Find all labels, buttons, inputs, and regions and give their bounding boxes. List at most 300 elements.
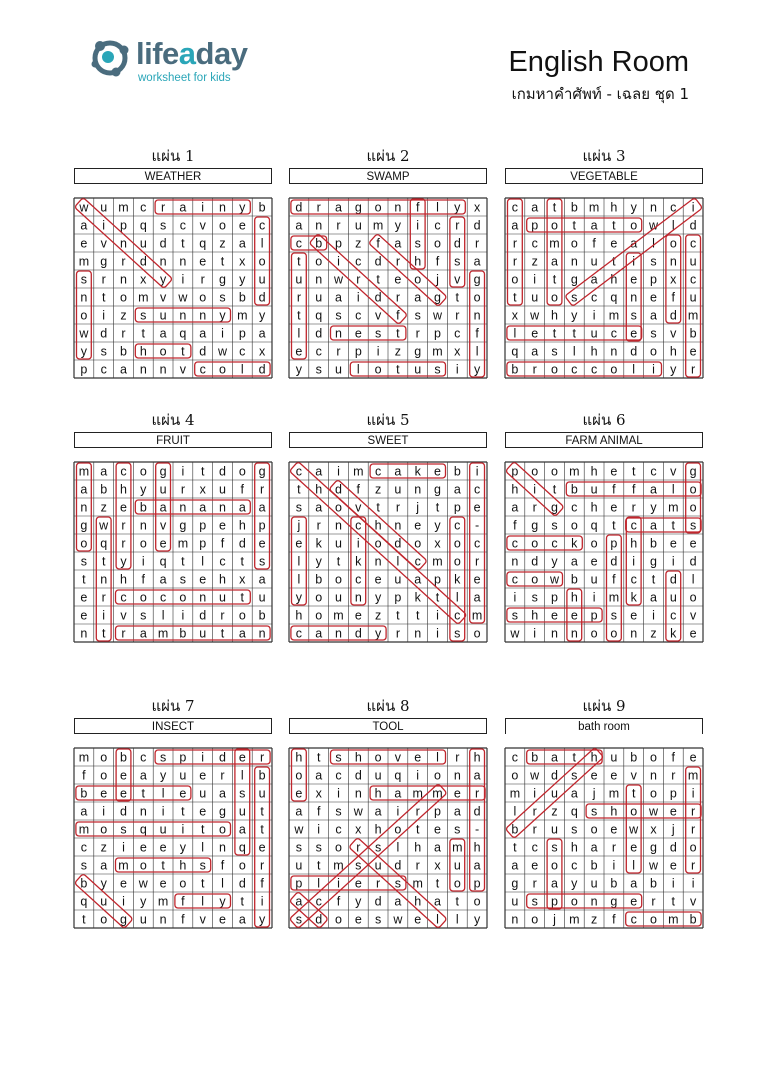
grid-letter: e (219, 912, 226, 927)
grid-letter: o (650, 750, 657, 765)
grid-letter: z (590, 912, 598, 927)
grid-letter: c (355, 518, 362, 533)
puzzle-sheet-2 (289, 144, 487, 384)
grid-letter: u (511, 894, 519, 909)
grid-letter: r (356, 272, 361, 287)
grid-letter: d (258, 362, 266, 377)
grid-letter: m (333, 858, 344, 873)
grid-letter: w (99, 518, 109, 533)
grid-letter: c (315, 344, 322, 359)
puzzle-sheet-8 (289, 694, 487, 934)
grid-letter: n (80, 626, 88, 641)
grid-letter: h (414, 894, 422, 909)
grid-letter: l (201, 894, 205, 909)
grid-letter: s (80, 554, 88, 569)
grid-letter: s (199, 858, 206, 873)
grid-letter: m (452, 840, 463, 855)
grid-letter: t (631, 464, 636, 479)
grid-letter: r (455, 750, 460, 765)
grid-letter: s (511, 608, 519, 623)
grid-letter: f (220, 858, 225, 873)
grid-letter: d (689, 218, 697, 233)
grid-letter: r (475, 236, 480, 251)
grid-letter: b (120, 750, 127, 765)
grid-letter: d (258, 290, 266, 305)
grid-letter: c (689, 272, 697, 287)
grid-letter: t (671, 894, 676, 909)
grid-letter: r (121, 626, 126, 641)
grid-letter: p (238, 326, 246, 341)
grid-letter: c (454, 326, 461, 341)
grid-letter: i (356, 536, 360, 551)
grid-letter: v (199, 912, 206, 927)
grid-letter: o (258, 254, 266, 269)
grid-letter: m (157, 626, 169, 641)
grid-letter: c (473, 536, 481, 551)
grid-letter: w (294, 822, 304, 837)
grid-letter: j (416, 500, 420, 515)
grid-letter: l (356, 362, 360, 377)
grid-letter: s (335, 804, 342, 819)
grid-letter: s (610, 608, 618, 623)
grid-letter: d (219, 750, 226, 765)
grid-letter: d (354, 626, 362, 641)
grid-letter: o (551, 858, 558, 873)
grid-letter: r (532, 822, 537, 837)
grid-letter: m (353, 464, 364, 479)
grid-letter: w (138, 876, 148, 891)
grid-letter: s (335, 308, 342, 323)
grid-letter: v (355, 500, 362, 515)
grid-letter: e (238, 218, 246, 233)
grid-letter: i (691, 200, 695, 215)
grid-letter: u (100, 200, 108, 215)
grid-letter: e (139, 840, 147, 855)
grid-letter: w (333, 272, 344, 287)
grid-letter: t (513, 290, 517, 305)
grid-letter: i (652, 362, 655, 377)
category-label: TOOL (289, 718, 487, 734)
grid-letter: t (396, 362, 400, 377)
grid-letter: u (394, 572, 402, 587)
grid-letter: b (120, 344, 127, 359)
grid-letter: a (238, 912, 246, 927)
grid-letter: t (240, 554, 245, 569)
grid-letter: d (551, 768, 558, 783)
grid-letter: b (689, 912, 697, 927)
grid-letter: o (630, 218, 638, 233)
grid-letter: t (181, 344, 185, 359)
grid-letter: m (668, 912, 679, 927)
letter-grid-svg (289, 748, 487, 928)
grid-letter: c (590, 290, 598, 305)
grid-letter: n (315, 218, 323, 233)
grid-letter: j (436, 272, 439, 287)
grid-letter: h (315, 482, 323, 497)
puzzle-sheet-4 (74, 408, 272, 648)
grid-letter: h (551, 308, 558, 323)
grid-letter: i (102, 804, 106, 819)
grid-letter: n (511, 554, 519, 569)
grid-letter: a (531, 200, 539, 215)
grid-letter: i (671, 876, 675, 891)
grid-letter: m (668, 500, 679, 515)
grid-letter: a (258, 572, 266, 587)
grid-letter: e (354, 912, 362, 927)
grid-letter: r (260, 858, 265, 873)
grid-letter: i (221, 326, 224, 341)
grid-letter: e (199, 768, 207, 783)
grid-letter: a (511, 858, 519, 873)
grid-letter: a (199, 500, 207, 515)
grid-letter: s (295, 500, 303, 515)
grid-letter: e (354, 876, 362, 891)
grid-letter: u (159, 822, 167, 837)
grid-letter: h (295, 608, 303, 623)
grid-letter: a (315, 768, 323, 783)
grid-letter: o (139, 858, 147, 873)
grid-letter: h (179, 858, 187, 873)
grid-letter: d (610, 554, 618, 569)
grid-letter: r (121, 326, 126, 341)
grid-letter: p (551, 590, 558, 605)
grid-letter: e (434, 822, 441, 837)
grid-letter: a (295, 894, 303, 909)
grid-letter: o (551, 290, 558, 305)
grid-letter: x (454, 344, 461, 359)
grid-letter: o (120, 290, 127, 305)
grid-letter: x (239, 254, 246, 269)
grid-letter: z (374, 482, 382, 497)
grid-letter: c (630, 912, 637, 927)
letter-grid (74, 748, 272, 928)
grid-letter: l (240, 768, 244, 783)
grid-letter: o (374, 362, 382, 377)
grid-letter: o (219, 218, 226, 233)
grid-letter: r (336, 218, 341, 233)
grid-letter: r (101, 272, 106, 287)
grid-letter: y (219, 308, 226, 323)
letter-grid-svg (289, 462, 487, 642)
grid-letter: o (689, 590, 697, 605)
grid-letter: c (531, 236, 538, 251)
grid-letter: o (139, 536, 147, 551)
grid-letter: t (220, 626, 225, 641)
grid-letter: i (416, 768, 420, 783)
grid-letter: p (434, 804, 441, 819)
grid-letter: o (610, 362, 618, 377)
grid-letter: d (669, 572, 677, 587)
sheet-title: แผ่น 1 (151, 147, 195, 165)
grid-letter: a (374, 804, 382, 819)
grid-letter: n (335, 626, 342, 641)
grid-letter: i (592, 308, 596, 323)
grid-letter: r (101, 590, 106, 605)
grid-letter: g (434, 290, 441, 305)
grid-letter: i (396, 804, 400, 819)
grid-letter: c (610, 326, 618, 341)
grid-letter: - (475, 518, 480, 533)
grid-letter: a (394, 464, 402, 479)
grid-letter: i (533, 626, 537, 641)
grid-letter: a (394, 236, 402, 251)
letter-grid-svg (289, 198, 487, 378)
grid-letter: d (473, 218, 481, 233)
grid-letter: a (238, 500, 246, 515)
grid-letter: i (416, 218, 420, 233)
grid-letter: h (374, 786, 382, 801)
grid-letter: a (473, 768, 481, 783)
grid-letter: o (394, 822, 402, 837)
grid-letter: d (315, 326, 323, 341)
grid-letter: q (100, 536, 108, 551)
grid-letter: t (141, 786, 146, 801)
grid-letter: e (610, 236, 618, 251)
grid-letter: u (219, 590, 226, 605)
grid-letter: u (590, 326, 598, 341)
grid-letter: a (414, 290, 422, 305)
grid-letter: o (650, 344, 657, 359)
grid-letter: h (473, 840, 481, 855)
grid-letter: o (100, 822, 108, 837)
grid-letter: u (295, 858, 303, 873)
letter-grid (505, 748, 703, 928)
grid-letter: s (590, 804, 598, 819)
grid-letter: y (239, 200, 246, 215)
grid-letter: g (610, 894, 618, 909)
grid-letter: d (374, 894, 382, 909)
grid-letter: b (453, 464, 461, 479)
grid-letter: n (650, 200, 657, 215)
grid-letter: a (511, 500, 519, 515)
grid-letter: g (219, 272, 226, 287)
grid-letter: f (260, 876, 264, 891)
grid-letter: y (473, 912, 481, 927)
grid-letter: e (590, 768, 598, 783)
category-label: SWAMP (289, 168, 487, 184)
grid-letter: b (80, 876, 88, 891)
grid-letter: e (610, 464, 618, 479)
grid-letter: g (414, 344, 422, 359)
grid-letter: p (669, 786, 677, 801)
grid-letter: e (570, 608, 578, 623)
grid-letter: f (612, 482, 616, 497)
grid-letter: n (139, 804, 147, 819)
grid-letter: u (590, 482, 598, 497)
grid-letter: u (394, 482, 402, 497)
grid-letter: o (551, 218, 558, 233)
grid-letter: p (610, 536, 618, 551)
grid-letter: t (200, 464, 205, 479)
puzzle-sheet-7 (74, 694, 272, 934)
grid-letter: i (455, 362, 459, 377)
grid-letter: j (671, 822, 675, 837)
grid-letter: l (221, 876, 224, 891)
grid-letter: g (434, 482, 441, 497)
grid-letter: n (219, 500, 226, 515)
grid-letter: i (671, 554, 675, 569)
grid-letter: a (179, 200, 187, 215)
grid-letter: g (159, 464, 167, 479)
puzzle-sheet-5 (289, 408, 487, 648)
grid-letter: r (455, 218, 460, 233)
grid-letter: w (648, 804, 659, 819)
grid-letter: o (238, 858, 246, 873)
grid-letter: r (512, 236, 517, 251)
grid-letter: q (139, 218, 147, 233)
grid-letter: c (650, 464, 657, 479)
grid-letter: z (551, 804, 558, 819)
grid-letter: c (511, 200, 519, 215)
grid-letter: a (630, 236, 638, 251)
grid-letter: e (669, 536, 677, 551)
grid-letter: s (571, 768, 578, 783)
grid-letter: i (181, 464, 185, 479)
grid-letter: o (238, 464, 246, 479)
grid-letter: u (590, 254, 598, 269)
grid-letter: m (687, 308, 699, 323)
grid-letter: d (219, 464, 226, 479)
grid-letter: s (335, 750, 342, 765)
grid-letter: e (295, 786, 303, 801)
grid-letter: y (650, 500, 657, 515)
grid-letter: a (295, 804, 303, 819)
sheet-title: แผ่น 5 (366, 411, 410, 429)
grid-letter: e (669, 804, 677, 819)
grid-letter: - (475, 822, 480, 837)
grid-letter: m (588, 200, 600, 215)
grid-letter: g (100, 254, 108, 269)
grid-letter: m (372, 218, 384, 233)
grid-letter: c (335, 822, 342, 837)
grid-letter: t (415, 822, 420, 837)
grid-letter: c (335, 768, 342, 783)
sheet-title: แผ่น 6 (582, 411, 626, 429)
grid-letter: f (240, 482, 245, 497)
grid-letter: t (552, 200, 557, 215)
grid-letter: l (436, 200, 439, 215)
grid-letter: n (335, 518, 342, 533)
grid-letter: n (374, 554, 382, 569)
grid-letter: m (412, 786, 423, 801)
grid-letter: t (181, 236, 185, 251)
grid-letter: b (315, 236, 323, 251)
puzzle-sheet-9 (505, 694, 703, 934)
grid-letter: c (140, 750, 147, 765)
puzzle-sheet-3 (505, 144, 703, 384)
grid-letter: n (120, 272, 127, 287)
grid-letter: n (120, 236, 127, 251)
grid-letter: n (511, 912, 519, 927)
page-title: English Room (508, 46, 689, 78)
grid-letter: u (551, 822, 558, 837)
grid-letter: l (455, 912, 459, 927)
grid-letter: a (315, 500, 323, 515)
grid-letter: e (669, 858, 677, 873)
grid-letter: m (549, 236, 560, 251)
grid-letter: o (473, 626, 481, 641)
grid-letter: a (159, 500, 167, 515)
grid-letter: b (179, 626, 187, 641)
grid-letter: s (100, 344, 107, 359)
letter-grid-svg (505, 462, 703, 642)
grid-letter: u (139, 912, 147, 927)
grid-letter: p (295, 876, 303, 891)
letter-grid (289, 748, 487, 928)
grid-letter: n (453, 768, 461, 783)
grid-letter: y (551, 554, 558, 569)
grid-letter: g (511, 876, 519, 891)
grid-letter: m (608, 590, 620, 605)
grid-letter: a (199, 326, 207, 341)
grid-letter: c (670, 608, 677, 623)
grid-letter: n (610, 344, 618, 359)
grid-letter: e (258, 840, 266, 855)
grid-letter: h (374, 518, 382, 533)
grid-letter: r (121, 518, 126, 533)
grid-letter: l (297, 326, 301, 341)
grid-letter: e (159, 840, 167, 855)
grid-letter: a (590, 272, 598, 287)
grid-letter: c (159, 590, 167, 605)
grid-letter: x (199, 482, 206, 497)
grid-letter: e (630, 840, 638, 855)
grid-letter: u (139, 236, 147, 251)
grid-letter: y (670, 362, 677, 377)
grid-letter: a (295, 218, 303, 233)
grid-letter: e (414, 912, 422, 927)
grid-letter: d (199, 608, 207, 623)
grid-letter: e (159, 536, 167, 551)
grid-letter: h (570, 840, 578, 855)
grid-letter: l (396, 554, 400, 569)
grid-letter: i (436, 608, 439, 623)
grid-letter: j (553, 912, 556, 927)
grid-letter: r (316, 200, 321, 215)
grid-letter: v (689, 608, 697, 623)
grid-letter: w (530, 768, 540, 783)
grid-letter: o (374, 536, 382, 551)
grid-letter: e (354, 608, 362, 623)
grid-letter: w (648, 218, 659, 233)
grid-letter: p (551, 894, 558, 909)
grid-letter: s (434, 362, 441, 377)
grid-letter: l (455, 590, 459, 605)
grid-letter: s (551, 344, 558, 359)
grid-letter: s (374, 840, 382, 855)
grid-letter: r (200, 272, 205, 287)
grid-letter: s (219, 290, 226, 305)
grid-letter: z (355, 236, 362, 251)
grid-letter: p (511, 464, 519, 479)
grid-letter: o (434, 768, 441, 783)
grid-letter: n (650, 768, 657, 783)
grid-letter: c (454, 608, 461, 623)
grid-letter: n (630, 290, 638, 305)
grid-letter: o (335, 572, 342, 587)
grid-letter: b (258, 768, 266, 783)
grid-letter: o (159, 344, 167, 359)
grid-letter: p (120, 218, 127, 233)
grid-letter: y (295, 590, 303, 605)
brand-text: lifeaday (136, 36, 248, 71)
grid-letter: o (139, 464, 147, 479)
grid-letter: b (139, 500, 147, 515)
grid-letter: e (453, 786, 461, 801)
grid-letter: p (434, 572, 441, 587)
grid-letter: y (355, 894, 362, 909)
grid-letter: y (394, 218, 402, 233)
